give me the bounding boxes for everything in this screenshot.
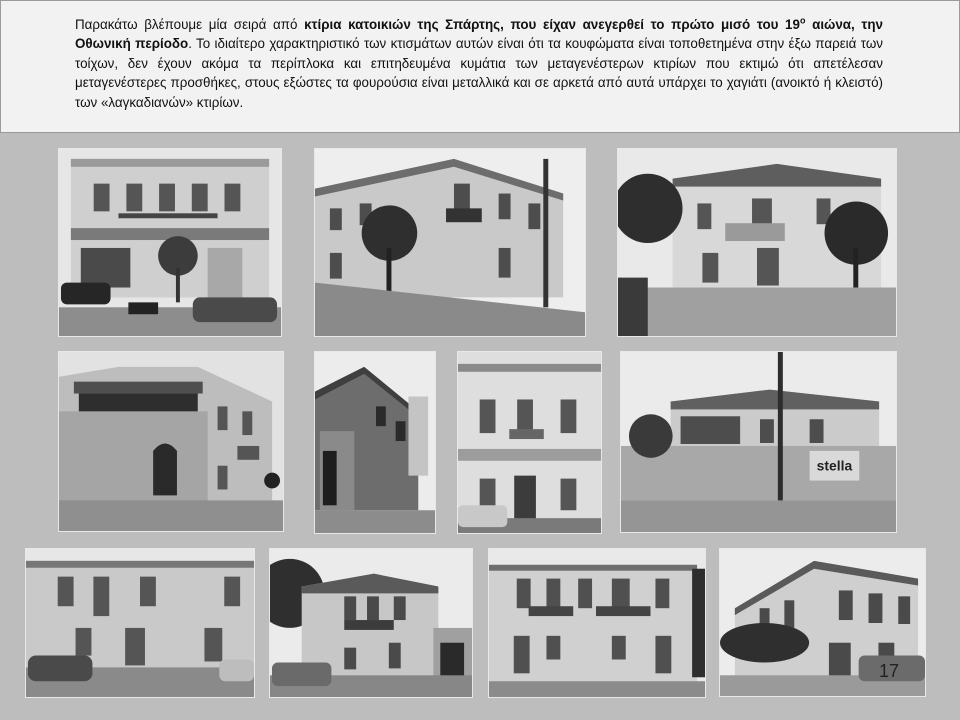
photo-row2-4 [620, 351, 897, 533]
photo-row1-1 [58, 148, 282, 337]
caption-paragraph [75, 15, 883, 112]
caption-bold-1: κτίρια κατοικιών της Σπάρτης, που είχαν ανεγερθεί το πρώτο μισό του 19 [304, 17, 800, 32]
caption-text-1: Παρακάτω βλέπουμε μία σειρά από [75, 17, 305, 32]
photo-row2-2 [314, 351, 436, 534]
photo-row2-1 [58, 351, 284, 532]
caption-superscript: ο [799, 15, 806, 26]
wall-sign-text: stella [816, 457, 853, 474]
photo-row1-3 [617, 148, 897, 337]
caption-text-2: . Το ιδιαίτερο χαρακτηριστικό των κτισμάτων αυτών είναι ότι τα κουφώματα είναι τοποθετημένα στην έξω παρειά των τοίχων, δεν έχουν ακόμα τα περίπλοκα και επιτηδευμένα κυμάτια των μεταγενέστερων κτιρίων που εκτιμώ ότι απετέλεσαν μεταγενέστερες προσθήκες, στους εξώστες τα φουρούσια είναι μεταλλικά και σε αρκετά από αυτά υπάρχει το χαγιάτι (ανοικτό ή κλειστό) των «λαγκαδιανών» κτιρίων. [75, 36, 883, 110]
caption-bold-2: αιώνα, την Οθωνική περίοδο [75, 17, 883, 52]
caption-box [0, 0, 960, 133]
photo-row3-1 [25, 548, 255, 698]
photo-row2-3 [457, 351, 602, 534]
photo-row3-2 [269, 548, 473, 698]
page-number: 17 [879, 661, 900, 681]
photo-row3-3 [488, 548, 706, 698]
photo-row1-2 [314, 148, 586, 337]
